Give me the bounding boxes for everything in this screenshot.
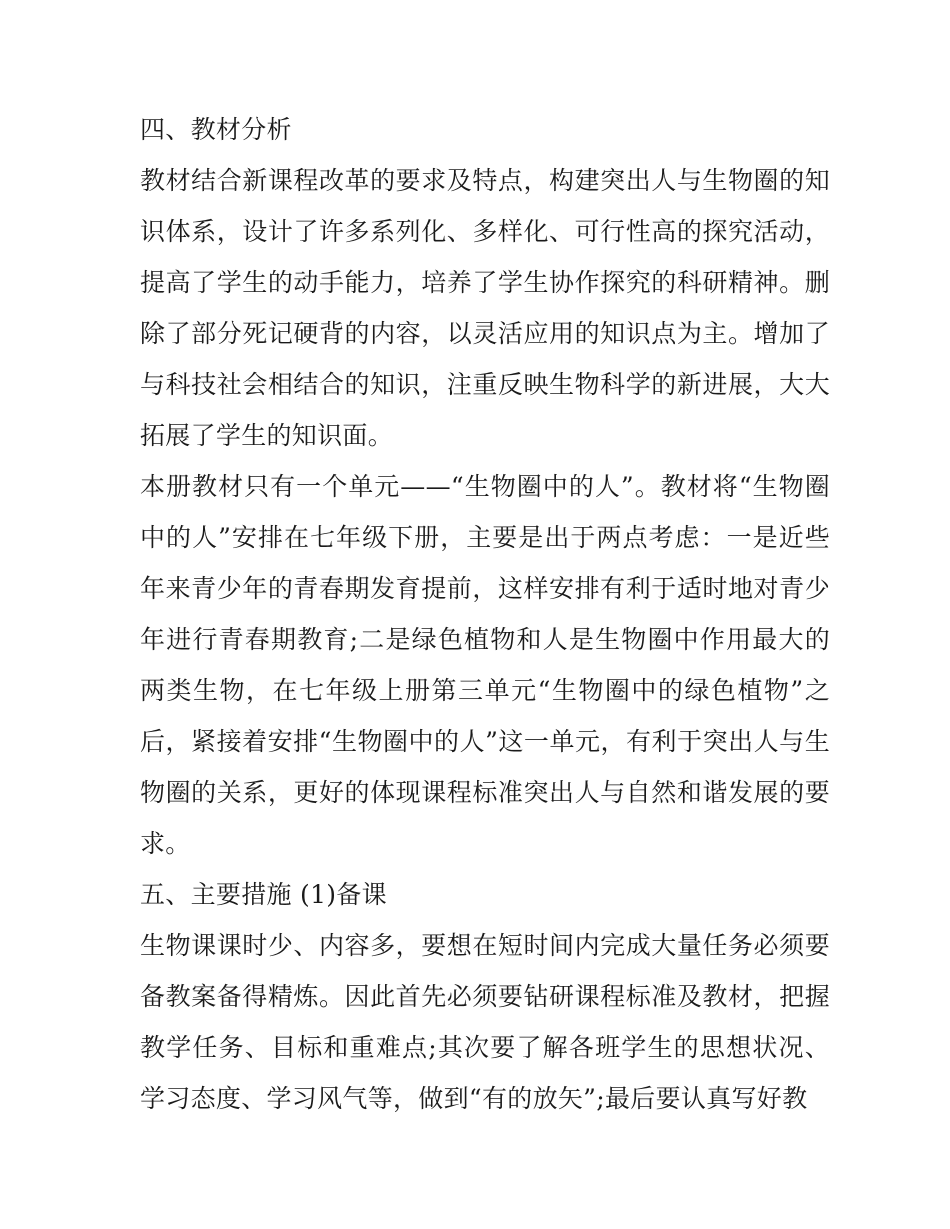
document-body	[140, 104, 830, 1124]
section-heading-materials-analysis: 四、教材分析	[140, 115, 292, 144]
paragraph-lesson-preparation: 生物课课时少、内容多，要想在短时间内完成大量任务必须要备教案备得精炼。因此首先必须要钻研课程标准及教材，把握教学任务、目标和重难点;其次要了解各班学生的思想状况、学习态度、学习风气等，做到“有的放矢”;最后要认真写好教	[140, 931, 830, 1113]
section-heading-main-measures: 五、主要措施 (1)备课	[140, 880, 387, 909]
paragraph-unit-arrangement: 本册教材只有一个单元——“生物圈中的人”。教材将“生物圈中的人”安排在七年级下册，主要是出于两点考虑：一是近些年来青少年的青春期发育提前，这样安排有利于适时地对青少年进行青春期教育;二是绿色植物和人是生物圈中作用最大的两类生物，在七年级上册第三单元“生物圈中的绿色植物”之后，紧接着安排“生物圈中的人”这一单元，有利于突出人与生物圈的关系，更好的体现课程标准突出人与自然和谐发展的要求。	[140, 472, 830, 858]
paragraph-materials-overview: 教材结合新课程改革的要求及特点，构建突出人与生物圈的知识体系，设计了许多系列化、多样化、可行性高的探究活动，提高了学生的动手能力，培养了学生协作探究的科研精神。删除了部分死记硬背的内容，以灵活应用的知识点为主。增加了与科技社会相结合的知识，注重反映生物科学的新进展，大大拓展了学生的知识面。	[140, 166, 830, 450]
